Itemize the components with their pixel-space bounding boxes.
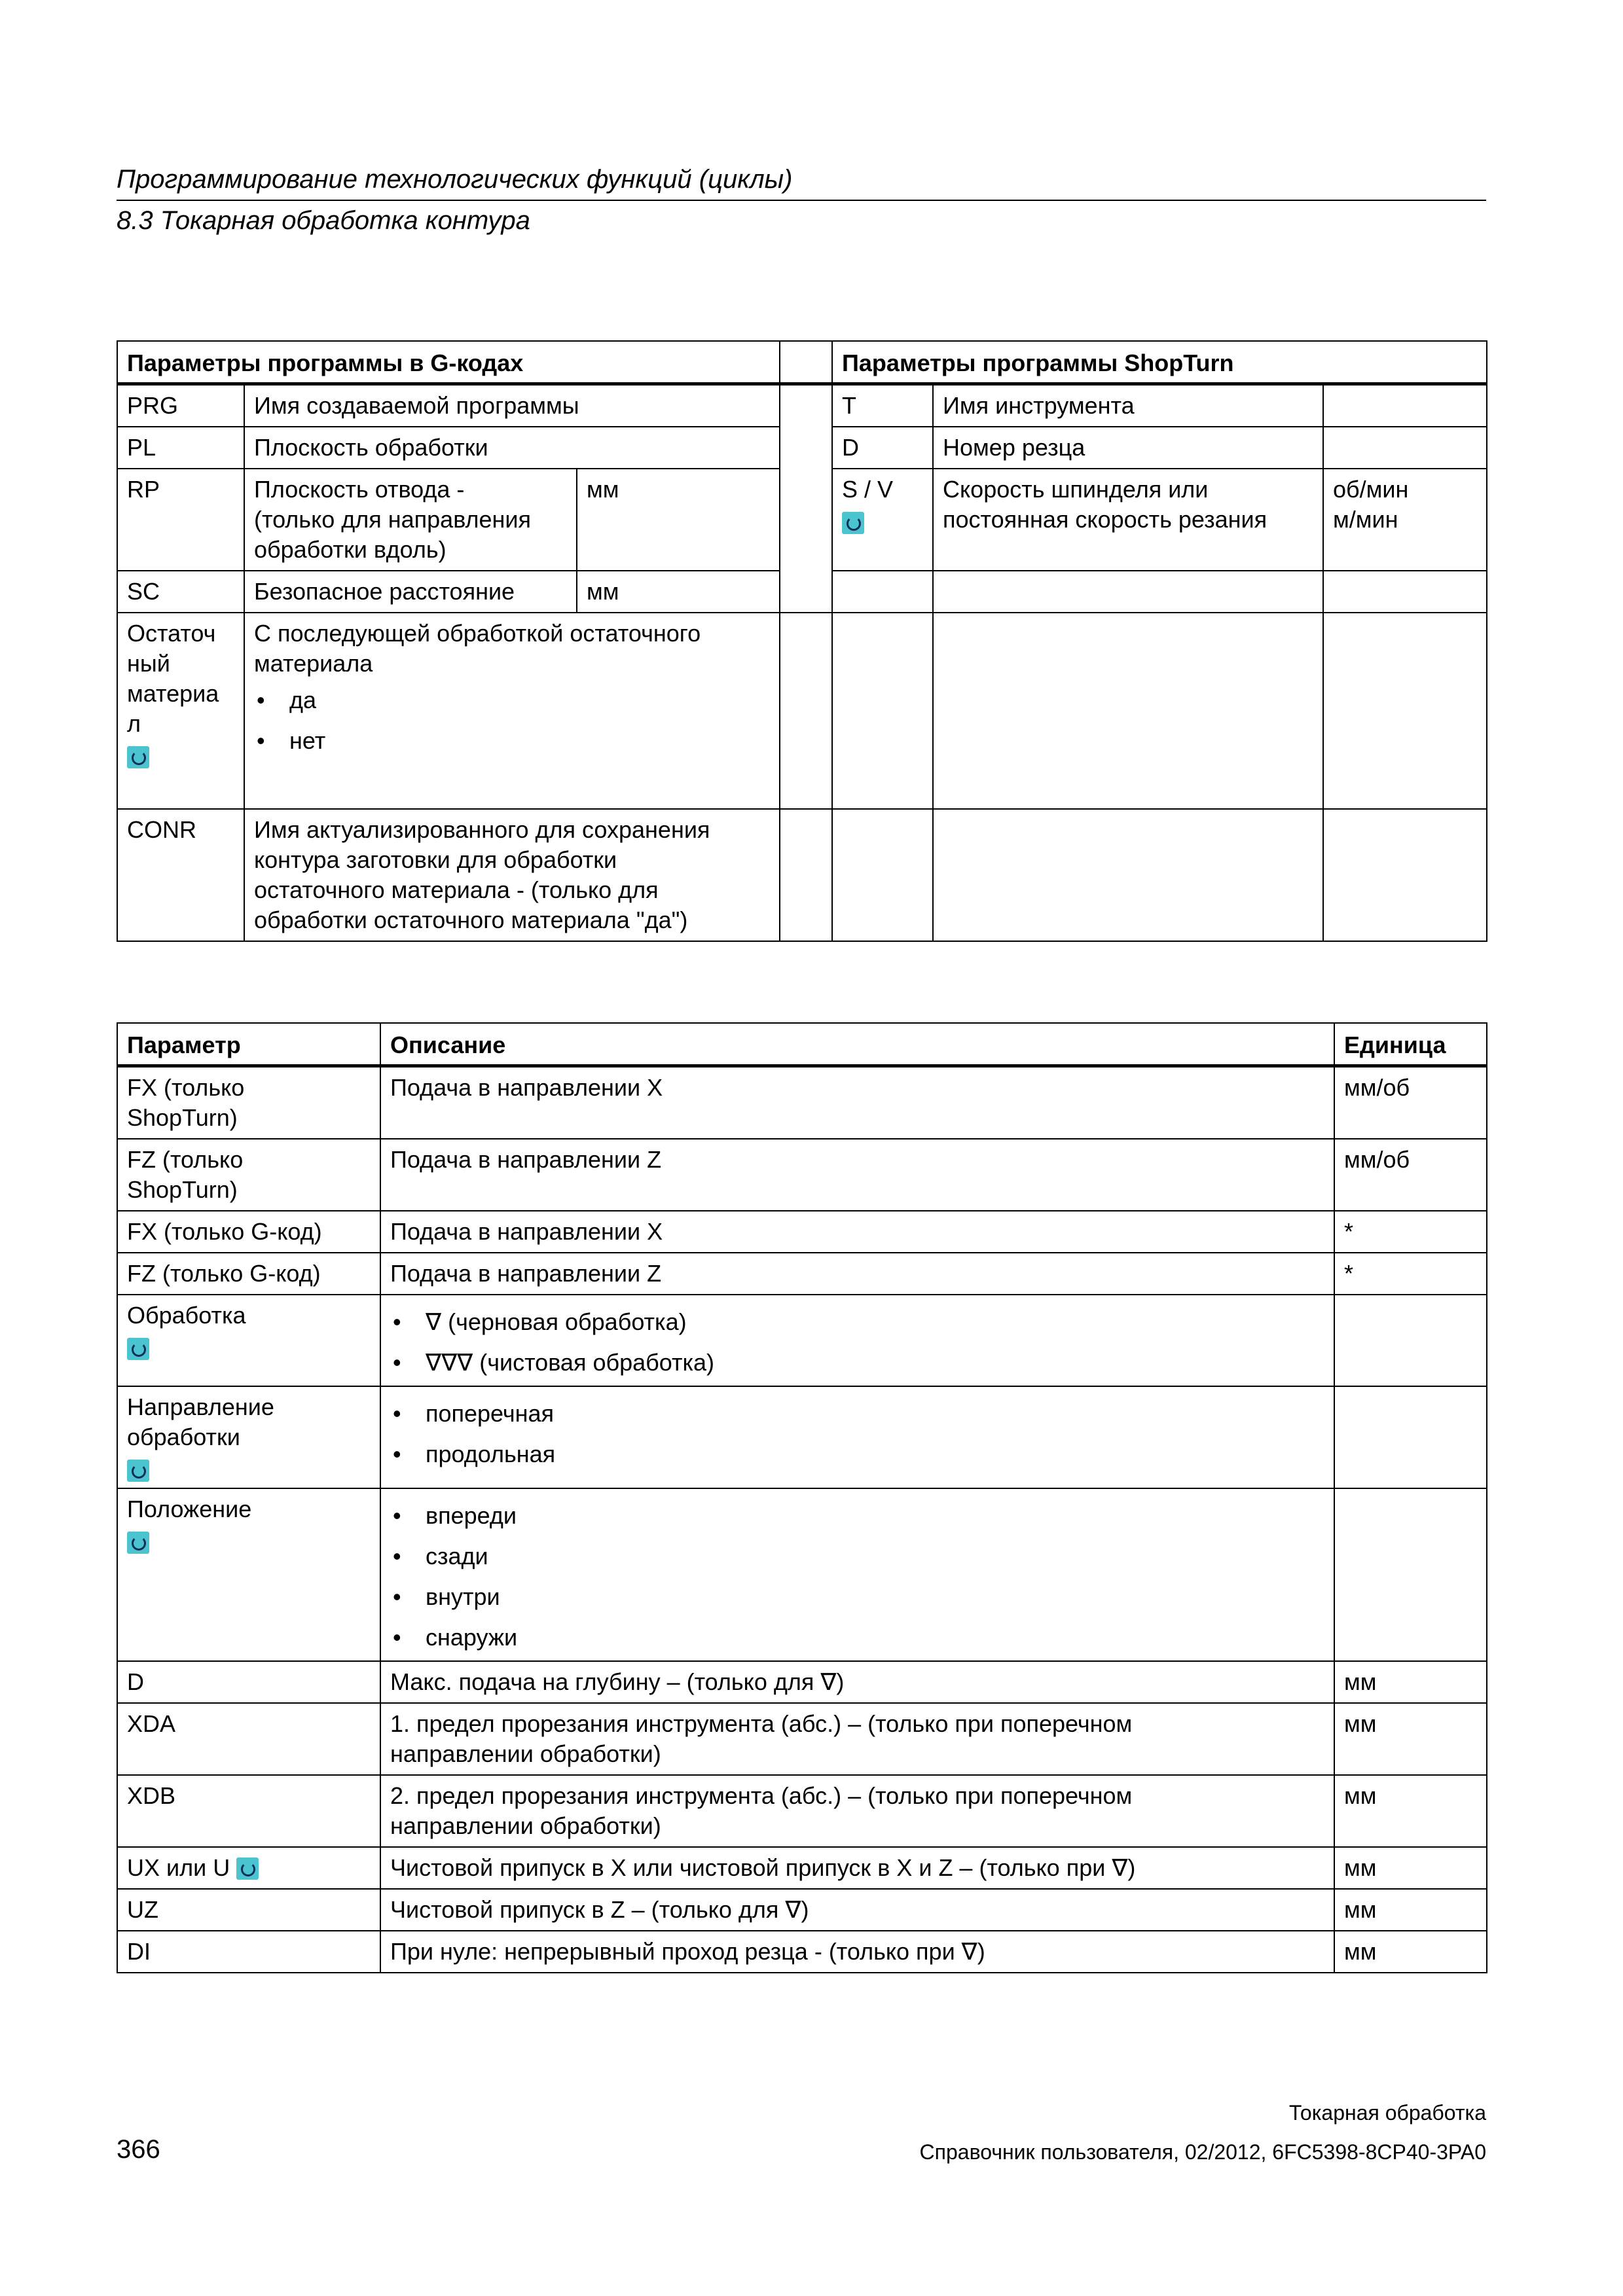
param-desc: Имя инструмента (933, 384, 1323, 427)
param-name (117, 1066, 380, 1139)
empty-cell (933, 613, 1323, 809)
param-label: Обработка (127, 1302, 246, 1329)
toggle-icon (842, 512, 864, 534)
table-row (117, 1139, 1487, 1211)
param-unit (1323, 384, 1487, 427)
option-item: • внутри (390, 1582, 1324, 1612)
table-row (117, 1295, 1487, 1386)
param-name: FZ (только G-код) (117, 1253, 380, 1295)
desc-line: материала (254, 650, 373, 677)
param-desc (244, 469, 577, 571)
param-name: CONR (117, 809, 244, 941)
option-item: • ∇∇∇ (чистовая обработка) (390, 1348, 1324, 1378)
param-desc (244, 613, 780, 809)
table-row (117, 384, 1487, 427)
option-item: • да (254, 685, 770, 715)
unit-line: об/мин (1333, 476, 1409, 503)
param-line: FX (только (127, 1074, 245, 1101)
desc-line: 1. предел прорезания инструмента (абс.) – (только при поперечном (390, 1710, 1133, 1737)
col-header-desc: Описание (380, 1023, 1334, 1066)
page-number: 366 (117, 2135, 160, 2164)
param-unit (1334, 1295, 1487, 1386)
col-header-param: Параметр (117, 1023, 380, 1066)
param-name: PRG (117, 384, 244, 427)
param-desc: Подача в направлении Z (380, 1139, 1334, 1211)
option-list (390, 1501, 1324, 1653)
table1-header-row (117, 341, 1487, 384)
desc-line: 2. предел прорезания инструмента (абс.) – (только при поперечном (390, 1782, 1133, 1809)
table-row (117, 809, 1487, 941)
param-name (117, 1295, 380, 1386)
param-name (117, 1847, 380, 1889)
desc-line: остаточного материала - (только для (254, 876, 659, 903)
param-desc: Безопасное расстояние (244, 571, 577, 613)
param-unit: мм (577, 469, 780, 571)
param-desc: Номер резца (933, 427, 1323, 469)
option-list (390, 1399, 1324, 1469)
option-item: • сзади (390, 1541, 1324, 1571)
option-item: • ∇ (черновая обработка) (390, 1307, 1324, 1337)
toggle-icon (236, 1857, 259, 1880)
param-name: D (117, 1661, 380, 1703)
spacer-cell (780, 809, 832, 941)
param-line: FZ (только (127, 1146, 244, 1173)
param-desc: Чистовой припуск в Z – (только для ∇) (380, 1889, 1334, 1931)
table-row (117, 613, 1487, 809)
table2-header-row (117, 1023, 1487, 1066)
param-unit: мм (1334, 1703, 1487, 1775)
desc-line: контура заготовки для обработки (254, 846, 617, 873)
param-name: XDA (117, 1703, 380, 1775)
empty-cell (1323, 613, 1487, 809)
param-desc: Подача в направлении Z (380, 1253, 1334, 1295)
param-label: Положение (127, 1496, 252, 1522)
desc-line: обработки остаточного материала "да") (254, 906, 688, 933)
param-desc (380, 1295, 1334, 1386)
param-line: ный (127, 650, 170, 677)
param-name: UZ (117, 1889, 380, 1931)
option-item: • снаружи (390, 1623, 1324, 1653)
desc-line: Плоскость отвода - (254, 476, 465, 503)
header-rule (117, 200, 1486, 201)
param-unit: мм (1334, 1775, 1487, 1847)
param-unit: мм (1334, 1661, 1487, 1703)
param-desc: Имя создаваемой программы (244, 384, 780, 427)
toggle-icon (127, 1338, 149, 1360)
table-row (117, 1253, 1487, 1295)
param-desc (380, 1775, 1334, 1847)
section-title: 8.3 Токарная обработка контура (117, 206, 530, 235)
param-label: S / V (842, 476, 894, 503)
desc-line: обработки вдоль) (254, 536, 447, 563)
table-row (117, 1661, 1487, 1703)
table-row (117, 1889, 1487, 1931)
param-name: PL (117, 427, 244, 469)
param-name (117, 613, 244, 809)
table-row (117, 1775, 1487, 1847)
param-line: ShopTurn) (127, 1176, 238, 1203)
param-desc (244, 809, 780, 941)
table-row (117, 1703, 1487, 1775)
param-name: XDB (117, 1775, 380, 1847)
param-name: DI (117, 1931, 380, 1973)
footer-doc-reference: Справочник пользователя, 02/2012, 6FC5398-8CP40-3PA0 (919, 2140, 1486, 2164)
unit-line: м/мин (1333, 506, 1398, 533)
chapter-title: Программирование технологических функций (циклы) (117, 165, 793, 194)
param-desc: Подача в направлении X (380, 1211, 1334, 1253)
param-desc: При нуле: непрерывный проход резца - (только при ∇) (380, 1931, 1334, 1973)
param-desc: Макс. подача на глубину – (только для ∇) (380, 1661, 1334, 1703)
toggle-icon (127, 746, 149, 768)
param-desc (933, 469, 1323, 571)
program-params-table (117, 340, 1487, 942)
empty-cell (933, 809, 1323, 941)
param-desc: Чистовой припуск в X или чистовой припуск в X и Z – (только при ∇) (380, 1847, 1334, 1889)
param-unit (1323, 469, 1487, 571)
param-desc: Подача в направлении X (380, 1066, 1334, 1139)
param-unit: мм (1334, 1889, 1487, 1931)
param-unit: * (1334, 1211, 1487, 1253)
spacer-cell (780, 384, 832, 613)
gcode-params-header: Параметры программы в G-кодах (117, 341, 780, 384)
spacer-cell (780, 613, 832, 809)
option-list (390, 1307, 1324, 1378)
param-unit (1334, 1386, 1487, 1488)
option-item: • впереди (390, 1501, 1324, 1531)
spacer-header-cell (780, 341, 832, 384)
shopturn-params-header: Параметры программы ShopTurn (832, 341, 1487, 384)
empty-cell (832, 571, 933, 613)
option-item: • поперечная (390, 1399, 1324, 1429)
toggle-icon (127, 1532, 149, 1554)
param-desc: Плоскость обработки (244, 427, 780, 469)
param-name (117, 1488, 380, 1661)
param-line: л (127, 710, 141, 737)
empty-cell (832, 613, 933, 809)
param-name: SC (117, 571, 244, 613)
desc-line: Скорость шпинделя или (943, 476, 1209, 503)
table-row (117, 1488, 1487, 1661)
desc-line: постоянная скорость резания (943, 506, 1267, 533)
empty-cell (832, 809, 933, 941)
param-line: Направление (127, 1393, 274, 1420)
param-desc (380, 1488, 1334, 1661)
desc-line: (только для направления (254, 506, 531, 533)
param-unit: мм (1334, 1847, 1487, 1889)
param-name (117, 1386, 380, 1488)
desc-line: Имя актуализированного для сохранения (254, 816, 710, 843)
param-name: T (832, 384, 933, 427)
param-name: D (832, 427, 933, 469)
parameters-table (117, 1022, 1487, 1973)
param-line: Остаточ (127, 620, 216, 647)
param-line: материа (127, 680, 219, 707)
empty-cell (933, 571, 1323, 613)
param-unit: мм/об (1334, 1139, 1487, 1211)
footer-doc-title: Токарная обработка (1288, 2101, 1486, 2125)
param-name (832, 469, 933, 571)
table-row (117, 1386, 1487, 1488)
option-item: • нет (254, 726, 770, 756)
desc-line: направлении обработки) (390, 1812, 661, 1839)
param-unit: мм (1334, 1931, 1487, 1973)
table-row (117, 1931, 1487, 1973)
desc-line: С последующей обработкой остаточного (254, 620, 701, 647)
param-line: обработки (127, 1424, 240, 1450)
empty-cell (1323, 809, 1487, 941)
desc-line: направлении обработки) (390, 1740, 661, 1767)
param-desc (380, 1386, 1334, 1488)
table-row (117, 1211, 1487, 1253)
param-name (117, 1139, 380, 1211)
option-list (254, 685, 770, 756)
empty-cell (1323, 571, 1487, 613)
param-unit: * (1334, 1253, 1487, 1295)
option-item: • продольная (390, 1439, 1324, 1469)
param-unit: мм (577, 571, 780, 613)
col-header-unit: Единица (1334, 1023, 1487, 1066)
param-unit (1334, 1488, 1487, 1661)
param-unit: мм/об (1334, 1066, 1487, 1139)
param-unit (1323, 427, 1487, 469)
toggle-icon (127, 1460, 149, 1482)
table-row (117, 1066, 1487, 1139)
param-name: RP (117, 469, 244, 571)
param-line: ShopTurn) (127, 1104, 238, 1131)
param-label: UX или U (127, 1854, 230, 1881)
table-row (117, 1847, 1487, 1889)
param-name: FX (только G-код) (117, 1211, 380, 1253)
param-desc (380, 1703, 1334, 1775)
